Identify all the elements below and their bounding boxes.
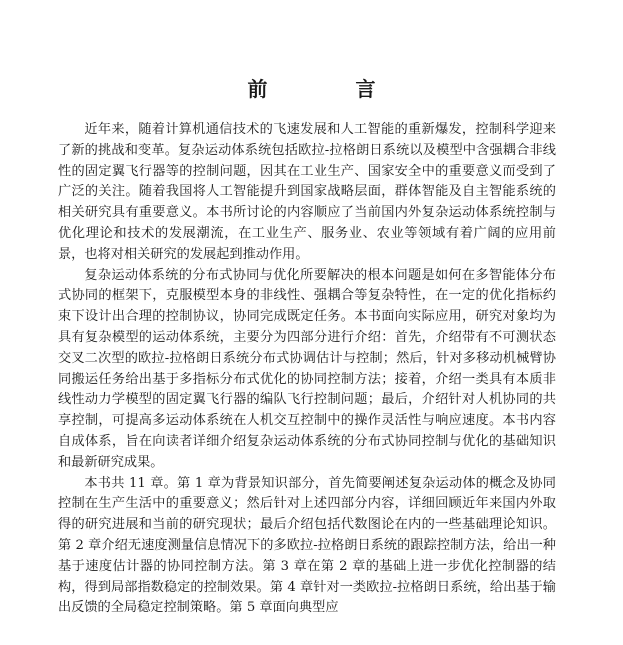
paragraph-1: 近年来，随着计算机通信技术的飞速发展和人工智能的重新爆发，控制科学迎来了新的挑战和变革。复杂运动体系统包括欧拉-拉格朗日系统以及模型中含强耦合非线性的固定翼飞行器等的控制问题，因其在工业生产、国家安全中的重要意义而受到了广泛的关注。随着我国将人工智能提升到国家战略层面，群体智能及自主智能系统的相关研究具有重要意义。本书所讨论的内容顺应了当前国内外复杂运动体系统控制与优化理论和技术的发展潮流，在工业生产、服务业、农业等领域有着广阔的应用前景，也将对相关研究的发展起到推动作用。 (58, 122, 556, 262)
preface-body (58, 120, 556, 619)
page-title: 前 言 (247, 77, 410, 101)
paragraph-2: 复杂运动体系统的分布式协同与优化所要解决的根本问题是如何在多智能体分布式协同的框架下，克服模型本身的非线性、强耦合等复杂特性，在一定的优化指标约束下设计出合理的控制协议，协同完成既定任务。本书面向实际应用，研究对象均为具有复杂模型的运动体系统，主要分为四部分进行介绍：首先，介绍带有不可测状态交叉二次型的欧拉-拉格朗日系统分布式协调估计与控制；然后，针对多移动机械臂协同搬运任务给出基于多指标分布式优化的协同控制方法；接着，介绍一类具有本质非线性动力学模型的固定翼飞行器的编队飞行控制问题；最后，介绍针对人机协同的共享控制，可提高多运动体系统在人机交互控制中的操作灵活性与响应速度。本书内容自成体系，旨在向读者详细介绍复杂运动体系统的分布式协同控制与优化的基础知识和最新研究成果。 (58, 267, 556, 470)
paragraph-3: 本书共 11 章。第 1 章为背景知识部分，首先简要阐述复杂运动体的概念及协同控制在生产生活中的重要意义；然后针对上述四部分内容，详细回顾近年来国内外取得的研究进展和当前的研究现状；最后介绍包括代数图论在内的一些基础理论知识。第 2 章介绍无速度测量信息情况下的多欧拉-拉格朗日系统的跟踪控制方法，给出一种基于速度估计器的协同控制方法。第 3 章在第 2 章的基础上进一步优化控制器的结构，得到局部指数稳定的控制效果。第 4 章针对一类欧拉-拉格朗日系统，给出基于输出反馈的全局稳定控制策略。第 5 章面向典型应 (58, 475, 556, 616)
